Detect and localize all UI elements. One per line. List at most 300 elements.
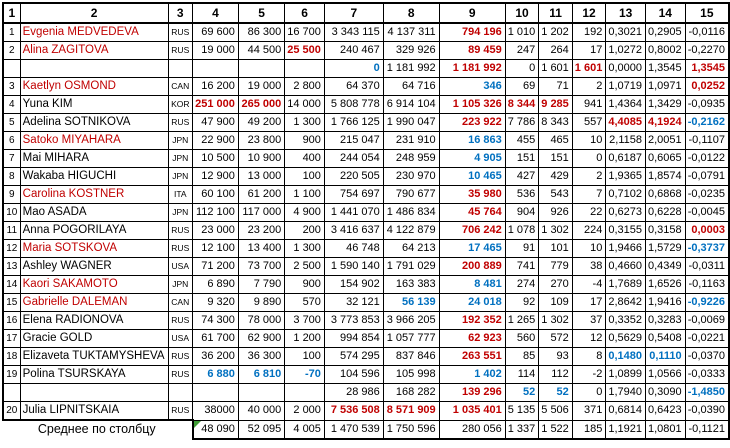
data-cell: 52 xyxy=(505,384,539,402)
data-cell: 38 xyxy=(572,258,606,276)
data-cell: 71 xyxy=(539,78,573,96)
data-cell: -0,0069 xyxy=(685,312,729,330)
column-header: 9 xyxy=(439,3,505,23)
row-number: 10 xyxy=(3,204,20,222)
average-cell: 1 470 539 xyxy=(324,420,383,439)
data-cell: 61 700 xyxy=(193,330,239,348)
data-cell: 114 xyxy=(505,366,539,384)
data-cell: 4,4085 xyxy=(606,114,646,132)
data-cell: 9 890 xyxy=(238,294,284,312)
data-cell: 37 xyxy=(572,312,606,330)
data-cell: -0,3737 xyxy=(685,240,729,258)
data-cell: 3 416 637 xyxy=(324,222,383,240)
data-cell: 560 xyxy=(505,330,539,348)
data-cell: 1 302 xyxy=(539,312,573,330)
data-cell: 5 506 xyxy=(539,402,573,421)
data-cell: 109 xyxy=(539,294,573,312)
data-cell: 1,0899 xyxy=(606,366,646,384)
data-cell: 0,5629 xyxy=(606,330,646,348)
data-cell: 71 200 xyxy=(193,258,239,276)
data-cell: 0,3090 xyxy=(645,384,685,402)
data-cell: 1 791 029 xyxy=(383,258,439,276)
table-body xyxy=(3,23,729,420)
data-cell: 1 181 992 xyxy=(439,60,505,78)
data-cell: 25 500 xyxy=(285,42,325,60)
data-cell: 10 900 xyxy=(238,150,284,168)
average-cell: 48 090 xyxy=(193,420,239,439)
skater-name: Gabrielle DALEMAN xyxy=(20,294,168,312)
row-number: 17 xyxy=(3,330,20,348)
data-cell: 13 000 xyxy=(238,168,284,186)
row-number: 18 xyxy=(3,348,20,366)
column-header: 11 xyxy=(539,3,573,23)
country-code: RUS xyxy=(168,312,193,330)
country-code: ITA xyxy=(168,186,193,204)
data-cell: 101 xyxy=(539,240,573,258)
data-cell: 4 137 311 xyxy=(383,23,439,42)
data-cell: -4 xyxy=(572,276,606,294)
data-cell xyxy=(193,384,239,402)
country-code: JPN xyxy=(168,150,193,168)
row-number: 1 xyxy=(3,23,20,42)
data-cell: 91 xyxy=(505,240,539,258)
data-cell: 543 xyxy=(539,186,573,204)
data-cell: 200 889 xyxy=(439,258,505,276)
average-cell: 4 005 xyxy=(285,420,325,439)
average-cell: -0,1121 xyxy=(685,420,729,439)
table-row xyxy=(3,23,729,42)
skater-name: Polina TSURSKAYA xyxy=(20,366,168,384)
data-cell: 265 000 xyxy=(238,96,284,114)
column-header: 1 xyxy=(3,3,20,23)
column-header: 13 xyxy=(606,3,646,23)
data-cell: 1,8574 xyxy=(645,168,685,186)
data-cell: 32 121 xyxy=(324,294,383,312)
data-cell: 44 500 xyxy=(238,42,284,60)
average-cell: 1 750 596 xyxy=(383,420,439,439)
table-row xyxy=(3,96,729,114)
data-cell: 73 700 xyxy=(238,258,284,276)
country-code: RUS xyxy=(168,23,193,42)
country-code xyxy=(168,60,193,78)
data-cell: 200 xyxy=(285,222,325,240)
data-cell: 6 810 xyxy=(238,366,284,384)
data-cell: -70 xyxy=(285,366,325,384)
data-cell: 8 xyxy=(572,348,606,366)
data-cell: 35 980 xyxy=(439,186,505,204)
data-cell: 274 xyxy=(505,276,539,294)
data-cell: 5 808 778 xyxy=(324,96,383,114)
data-cell: 536 xyxy=(505,186,539,204)
skater-name: Kaori SAKAMOTO xyxy=(20,276,168,294)
skater-name: Elizaveta TUKTAMYSHEVA xyxy=(20,348,168,366)
data-cell: 100 xyxy=(285,168,325,186)
data-cell: 40 000 xyxy=(238,402,284,421)
column-header: 8 xyxy=(383,3,439,23)
data-cell: 465 xyxy=(539,132,573,150)
data-cell: 706 242 xyxy=(439,222,505,240)
data-cell: 2 800 xyxy=(285,78,325,96)
data-cell: 10 500 xyxy=(193,150,239,168)
data-cell xyxy=(193,60,239,78)
data-cell: 0,6423 xyxy=(645,402,685,421)
data-cell: 47 900 xyxy=(193,114,239,132)
data-cell: 2 500 xyxy=(285,258,325,276)
data-cell: 2 000 xyxy=(285,402,325,421)
data-cell: 1 265 xyxy=(505,312,539,330)
data-cell: 346 xyxy=(439,78,505,96)
table-row xyxy=(3,258,729,276)
average-cell: 52 095 xyxy=(238,420,284,439)
skater-name: Elena RADIONOVA xyxy=(20,312,168,330)
data-cell: -0,0116 xyxy=(685,23,729,42)
data-cell: 4,1924 xyxy=(645,114,685,132)
skater-name xyxy=(20,60,168,78)
data-cell: 926 xyxy=(539,204,573,222)
data-cell: 17 465 xyxy=(439,240,505,258)
skater-name xyxy=(20,384,168,402)
data-cell: 7 536 508 xyxy=(324,402,383,421)
country-code: RUS xyxy=(168,348,193,366)
data-cell: 779 xyxy=(539,258,573,276)
data-cell: 168 282 xyxy=(383,384,439,402)
data-cell: 69 xyxy=(505,78,539,96)
data-cell: 60 100 xyxy=(193,186,239,204)
data-cell: 264 xyxy=(539,42,573,60)
data-cell: 0 xyxy=(572,384,606,402)
skater-name: Carolina KOSTNER xyxy=(20,186,168,204)
table-row xyxy=(3,240,729,258)
data-cell: 46 748 xyxy=(324,240,383,258)
data-cell: 1,9416 xyxy=(645,294,685,312)
data-cell: 1 486 834 xyxy=(383,204,439,222)
data-cell: 0,6814 xyxy=(606,402,646,421)
data-cell xyxy=(238,60,284,78)
data-cell: 1,7689 xyxy=(606,276,646,294)
data-cell: 215 047 xyxy=(324,132,383,150)
data-cell: 0,0003 xyxy=(685,222,729,240)
data-cell: 28 986 xyxy=(324,384,383,402)
data-cell: 572 xyxy=(539,330,573,348)
row-number: 19 xyxy=(3,366,20,384)
data-cell: 6 880 xyxy=(193,366,239,384)
data-cell: 223 922 xyxy=(439,114,505,132)
data-cell: 1 078 xyxy=(505,222,539,240)
data-cell: 570 xyxy=(285,294,325,312)
table-row xyxy=(3,348,729,366)
data-cell: 900 xyxy=(285,132,325,150)
data-cell: 0 xyxy=(324,60,383,78)
country-code: KOR xyxy=(168,96,193,114)
data-cell: 0,6187 xyxy=(606,150,646,168)
row-number: 7 xyxy=(3,150,20,168)
data-cell: 10 xyxy=(572,132,606,150)
data-cell: 0 xyxy=(572,150,606,168)
data-cell: 0,3352 xyxy=(606,312,646,330)
data-cell: 14 000 xyxy=(285,96,325,114)
data-cell: -0,0370 xyxy=(685,348,729,366)
data-cell: 0,8002 xyxy=(645,42,685,60)
average-cell: 1,0801 xyxy=(645,420,685,439)
data-cell: 1 766 125 xyxy=(324,114,383,132)
country-code: RUS xyxy=(168,402,193,421)
data-cell: 36 200 xyxy=(193,348,239,366)
data-cell: 12 900 xyxy=(193,168,239,186)
table-row xyxy=(3,150,729,168)
column-header: 3 xyxy=(168,3,193,23)
row-number: 12 xyxy=(3,240,20,258)
data-cell: 1 035 401 xyxy=(439,402,505,421)
data-cell: 0,0000 xyxy=(606,60,646,78)
skater-name: Anna POGORILAYA xyxy=(20,222,168,240)
data-cell: 1 402 xyxy=(439,366,505,384)
country-code: JPN xyxy=(168,276,193,294)
data-cell: 0,6065 xyxy=(645,150,685,168)
column-header: 5 xyxy=(238,3,284,23)
data-cell: 12 xyxy=(572,330,606,348)
data-cell: 3 773 853 xyxy=(324,312,383,330)
country-code: RUS xyxy=(168,42,193,60)
data-cell: 6 914 104 xyxy=(383,96,439,114)
data-cell: 1 601 xyxy=(572,60,606,78)
table-row xyxy=(3,168,729,186)
table-row xyxy=(3,42,729,60)
data-cell: 22 900 xyxy=(193,132,239,150)
row-number xyxy=(3,384,20,402)
data-cell: 0 xyxy=(505,60,539,78)
data-cell: 248 959 xyxy=(383,150,439,168)
data-cell: 400 xyxy=(285,150,325,168)
data-cell: -0,0791 xyxy=(685,168,729,186)
data-cell: -0,2162 xyxy=(685,114,729,132)
data-cell: 23 800 xyxy=(238,132,284,150)
data-cell: 139 296 xyxy=(439,384,505,402)
data-cell: 45 764 xyxy=(439,204,505,222)
skater-name: Julia LIPNITSKAIA xyxy=(20,402,168,421)
row-number: 14 xyxy=(3,276,20,294)
data-cell: 0,1480 xyxy=(606,348,646,366)
data-cell: 941 xyxy=(572,96,606,114)
results-table xyxy=(2,2,730,440)
column-header: 7 xyxy=(324,3,383,23)
data-cell: 0,6273 xyxy=(606,204,646,222)
data-cell: 1,0971 xyxy=(645,78,685,96)
data-cell: 8 571 909 xyxy=(383,402,439,421)
data-cell: 790 677 xyxy=(383,186,439,204)
data-cell: 994 854 xyxy=(324,330,383,348)
data-cell: 69 600 xyxy=(193,23,239,42)
data-cell: 1,9365 xyxy=(606,168,646,186)
data-cell: 1,4364 xyxy=(606,96,646,114)
table-row xyxy=(3,330,729,348)
average-label: Среднее по столбцу xyxy=(37,422,156,437)
skater-name: Evgenia MEDVEDEVA xyxy=(20,23,168,42)
data-cell: 4 122 879 xyxy=(383,222,439,240)
data-cell: 86 300 xyxy=(238,23,284,42)
skater-name: Alina ZAGITOVA xyxy=(20,42,168,60)
data-cell: 12 100 xyxy=(193,240,239,258)
data-cell: 117 000 xyxy=(238,204,284,222)
data-cell: 8 344 xyxy=(505,96,539,114)
data-cell: 224 xyxy=(572,222,606,240)
data-cell: 0,2905 xyxy=(645,23,685,42)
data-cell: 17 xyxy=(572,42,606,60)
data-cell: 1,0272 xyxy=(606,42,646,60)
country-code: RUS xyxy=(168,222,193,240)
table-row xyxy=(3,276,729,294)
table-row xyxy=(3,366,729,384)
data-cell: 1,6526 xyxy=(645,276,685,294)
data-cell: 23 200 xyxy=(238,222,284,240)
header-row xyxy=(3,3,729,23)
data-cell: 2,1158 xyxy=(606,132,646,150)
row-number: 5 xyxy=(3,114,20,132)
data-cell: 574 295 xyxy=(324,348,383,366)
column-header: 10 xyxy=(505,3,539,23)
data-cell: 192 xyxy=(572,23,606,42)
data-cell: 13 400 xyxy=(238,240,284,258)
data-cell: 5 135 xyxy=(505,402,539,421)
column-header: 2 xyxy=(20,3,168,23)
country-code: RUS xyxy=(168,366,193,384)
data-cell: 49 200 xyxy=(238,114,284,132)
table-row xyxy=(3,222,729,240)
data-cell: 1,3429 xyxy=(645,96,685,114)
column-header: 14 xyxy=(645,3,685,23)
data-cell: 7 xyxy=(572,186,606,204)
data-cell: 741 xyxy=(505,258,539,276)
column-header: 4 xyxy=(193,3,239,23)
data-cell: 112 100 xyxy=(193,204,239,222)
country-code: JPN xyxy=(168,204,193,222)
row-number: 4 xyxy=(3,96,20,114)
data-cell: 151 xyxy=(505,150,539,168)
average-cell: 1 337 xyxy=(505,420,539,439)
row-number: 15 xyxy=(3,294,20,312)
data-cell: 1,7940 xyxy=(606,384,646,402)
data-cell: 1 601 xyxy=(539,60,573,78)
data-cell: 427 xyxy=(505,168,539,186)
data-cell: 270 xyxy=(539,276,573,294)
data-cell xyxy=(238,384,284,402)
data-cell: 0,3158 xyxy=(645,222,685,240)
data-cell: 10 465 xyxy=(439,168,505,186)
data-cell: 1,3545 xyxy=(685,60,729,78)
average-cell: 185 xyxy=(572,420,606,439)
data-cell: 24 018 xyxy=(439,294,505,312)
data-cell: 1 057 777 xyxy=(383,330,439,348)
data-cell: 1,0566 xyxy=(645,366,685,384)
data-cell: 0,3283 xyxy=(645,312,685,330)
data-cell: 8 481 xyxy=(439,276,505,294)
skater-name: Mai MIHARA xyxy=(20,150,168,168)
table-row xyxy=(3,294,729,312)
average-cell: 1 522 xyxy=(539,420,573,439)
data-cell: 38000 xyxy=(193,402,239,421)
data-cell: 93 xyxy=(539,348,573,366)
data-cell: 0,4349 xyxy=(645,258,685,276)
data-cell: -2 xyxy=(572,366,606,384)
row-number: 20 xyxy=(3,402,20,421)
data-cell: 0,0252 xyxy=(685,78,729,96)
data-cell: -0,0235 xyxy=(685,186,729,204)
data-cell: 16 200 xyxy=(193,78,239,96)
skater-name: Adelina SOTNIKOVA xyxy=(20,114,168,132)
data-cell: 1 300 xyxy=(285,114,325,132)
data-cell: 8 343 xyxy=(539,114,573,132)
table-row xyxy=(3,204,729,222)
data-cell: 192 352 xyxy=(439,312,505,330)
data-cell: 1 181 992 xyxy=(383,60,439,78)
data-cell: 52 xyxy=(539,384,573,402)
country-code: CAN xyxy=(168,294,193,312)
data-cell: 1 990 047 xyxy=(383,114,439,132)
skater-name: Kaetlyn OSMOND xyxy=(20,78,168,96)
data-cell: 9 320 xyxy=(193,294,239,312)
data-cell: 64 370 xyxy=(324,78,383,96)
table-row xyxy=(3,312,729,330)
data-cell: -0,0221 xyxy=(685,330,729,348)
data-cell: 112 xyxy=(539,366,573,384)
column-header: 15 xyxy=(685,3,729,23)
row-number xyxy=(3,60,20,78)
data-cell: 56 139 xyxy=(383,294,439,312)
data-cell: 154 902 xyxy=(324,276,383,294)
country-code: JPN xyxy=(168,168,193,186)
data-cell: 1,9466 xyxy=(606,240,646,258)
data-cell: 3 700 xyxy=(285,312,325,330)
data-cell: 0,3021 xyxy=(606,23,646,42)
table-row xyxy=(3,186,729,204)
data-cell xyxy=(285,384,325,402)
skater-name: Maria SOTSKOVA xyxy=(20,240,168,258)
data-cell: -0,0390 xyxy=(685,402,729,421)
average-row xyxy=(3,420,729,439)
row-number: 11 xyxy=(3,222,20,240)
row-number: 13 xyxy=(3,258,20,276)
data-cell: -0,2270 xyxy=(685,42,729,60)
data-cell: 1,5729 xyxy=(645,240,685,258)
country-code: CAN xyxy=(168,78,193,96)
data-cell: 61 200 xyxy=(238,186,284,204)
data-cell: 78 000 xyxy=(238,312,284,330)
data-cell: 100 xyxy=(285,348,325,366)
country-code xyxy=(168,384,193,402)
data-cell: 85 xyxy=(505,348,539,366)
data-cell: 900 xyxy=(285,276,325,294)
data-cell: -0,0935 xyxy=(685,96,729,114)
data-cell: -0,0122 xyxy=(685,150,729,168)
data-cell: 3 966 205 xyxy=(383,312,439,330)
data-cell: 151 xyxy=(539,150,573,168)
average-cell: 280 056 xyxy=(439,420,505,439)
data-cell: -0,0045 xyxy=(685,204,729,222)
data-cell: 22 xyxy=(572,204,606,222)
data-cell: -0,0333 xyxy=(685,366,729,384)
table-row xyxy=(3,384,729,402)
column-header: 12 xyxy=(572,3,606,23)
data-cell: 251 000 xyxy=(193,96,239,114)
data-cell: 2,8642 xyxy=(606,294,646,312)
skater-name: Mao ASADA xyxy=(20,204,168,222)
row-number: 6 xyxy=(3,132,20,150)
data-cell: -0,9226 xyxy=(685,294,729,312)
data-cell: 557 xyxy=(572,114,606,132)
data-cell: 1 105 326 xyxy=(439,96,505,114)
data-cell: 1 200 xyxy=(285,330,325,348)
data-cell: 2,0051 xyxy=(645,132,685,150)
skater-name: Satoko MIYAHARA xyxy=(20,132,168,150)
